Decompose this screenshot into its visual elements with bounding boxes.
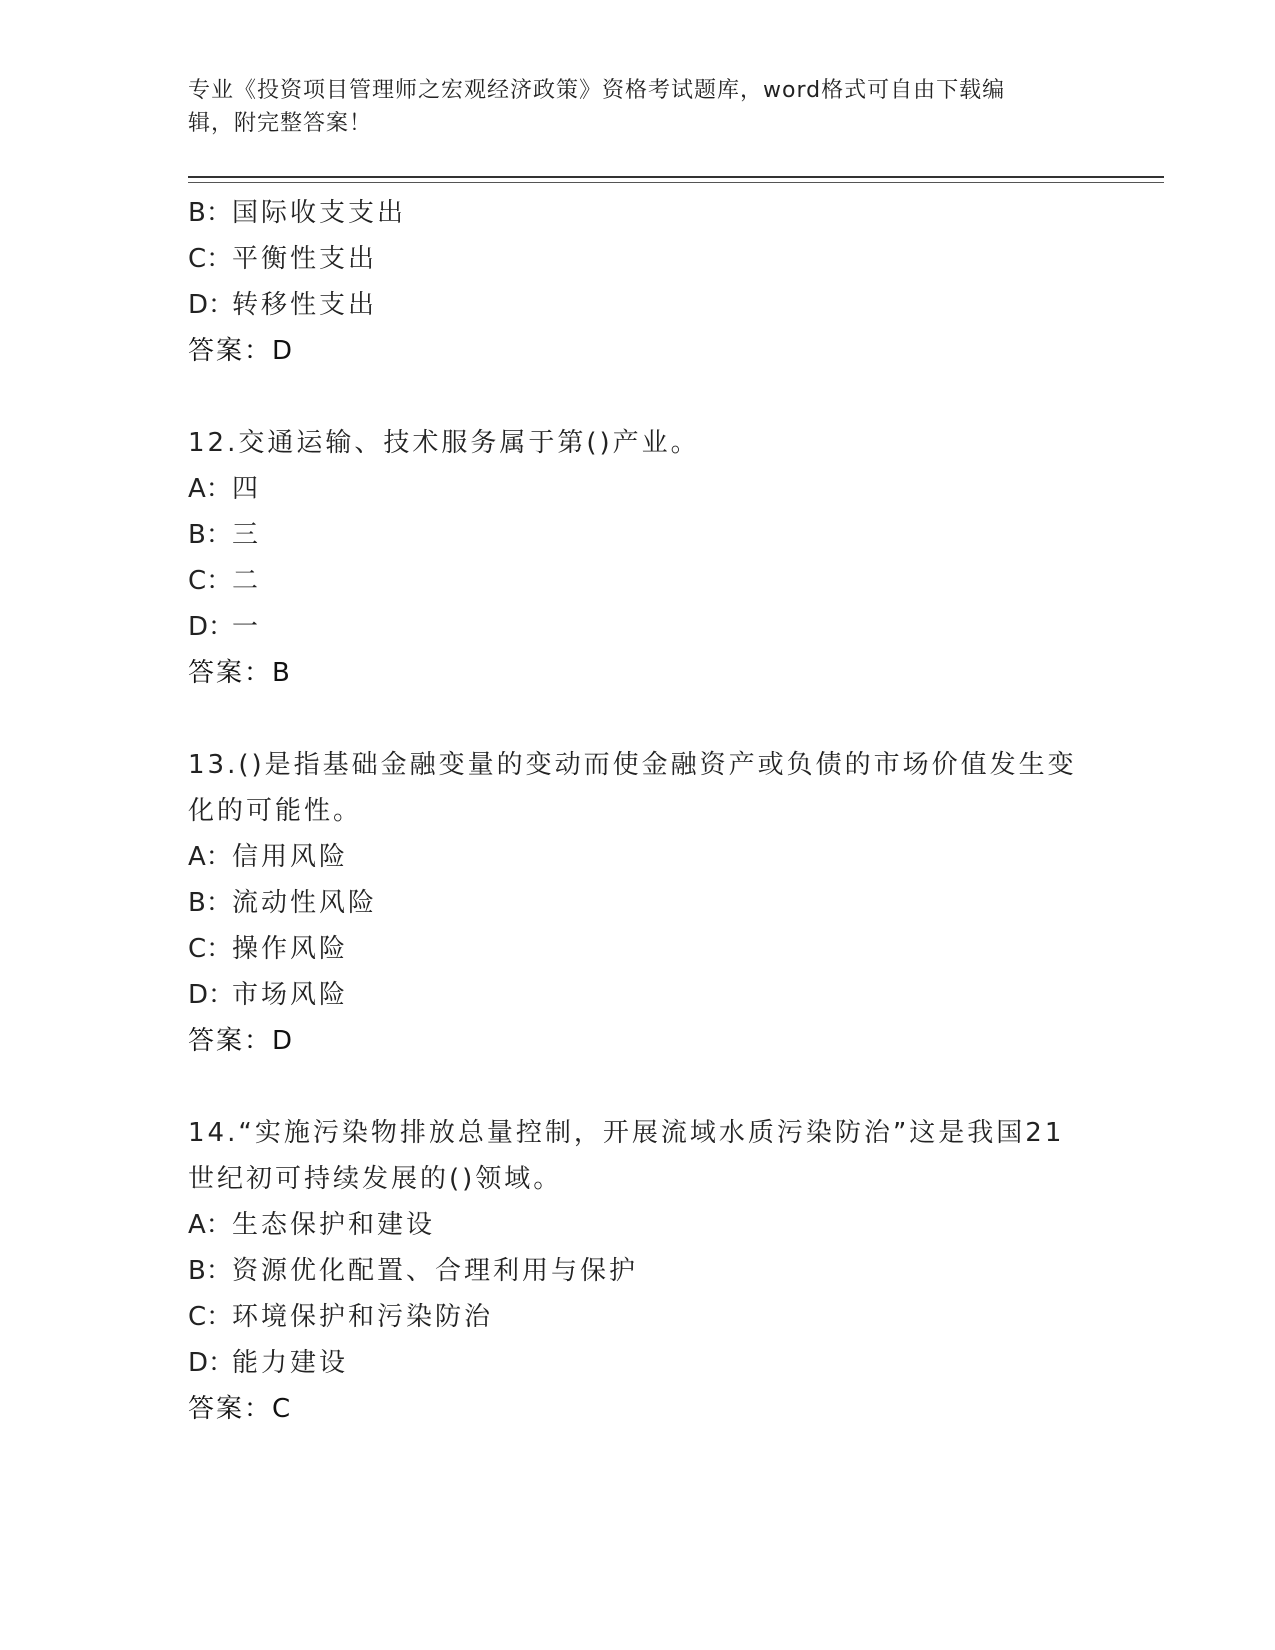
option-letter: D： xyxy=(188,290,235,320)
option-c xyxy=(188,558,1088,604)
question-text-line-1: 13.()是指基础金融变量的变动而使金融资产或负债的市场价值发生变 xyxy=(188,750,1077,780)
option-text: 国际收支支出 xyxy=(232,198,407,228)
option-letter: B： xyxy=(188,888,232,918)
question-text: 12.交通运输、技术服务属于第()产业。 xyxy=(188,428,700,458)
option-d xyxy=(188,1340,1088,1386)
question-11-continued xyxy=(188,190,1088,374)
answer-line: 答案：D xyxy=(188,336,295,366)
option-b xyxy=(188,512,1088,558)
question-text-line-2: 化的可能性。 xyxy=(188,796,363,826)
question-13 xyxy=(188,742,1088,1064)
option-letter: D： xyxy=(188,980,235,1010)
option-text: 流动性风险 xyxy=(232,888,378,918)
option-text: 市场风险 xyxy=(232,980,349,1010)
option-a xyxy=(188,1202,1088,1248)
question-12 xyxy=(188,420,1088,696)
question-text-line-1: 14.“实施污染物排放总量控制，开展流域水质污染防治”这是我国21 xyxy=(188,1118,1065,1148)
option-letter: B： xyxy=(188,520,232,550)
option-d xyxy=(188,604,1088,650)
option-letter: B： xyxy=(188,1256,232,1286)
option-c xyxy=(188,236,1088,282)
question-14 xyxy=(188,1110,1088,1432)
question-text-line-2: 世纪初可持续发展的()领域。 xyxy=(188,1164,563,1194)
option-letter: D： xyxy=(188,1348,235,1378)
option-text: 四 xyxy=(232,474,262,504)
option-text: 平衡性支出 xyxy=(232,244,378,274)
header-divider-thin xyxy=(188,182,1164,183)
answer-line: 答案：B xyxy=(188,658,292,688)
option-letter: C： xyxy=(188,1302,233,1332)
option-letter: A： xyxy=(188,842,232,872)
option-b xyxy=(188,190,1088,236)
option-a xyxy=(188,834,1088,880)
option-letter: B： xyxy=(188,198,232,228)
option-text: 二 xyxy=(232,566,262,596)
answer-line: 答案：D xyxy=(188,1026,295,1056)
option-text: 转移性支出 xyxy=(232,290,378,320)
question-list xyxy=(188,190,1088,1432)
option-d xyxy=(188,282,1088,328)
document-header xyxy=(188,74,1088,140)
answer-line: 答案：C xyxy=(188,1394,293,1424)
option-a xyxy=(188,466,1088,512)
option-text: 一 xyxy=(232,612,262,642)
option-letter: C： xyxy=(188,244,233,274)
option-b xyxy=(188,1248,1088,1294)
option-text: 操作风险 xyxy=(232,934,349,964)
option-text: 环境保护和污染防治 xyxy=(232,1302,494,1332)
option-text: 信用风险 xyxy=(232,842,349,872)
option-text: 能力建设 xyxy=(232,1348,349,1378)
option-text: 三 xyxy=(232,520,262,550)
option-c xyxy=(188,1294,1088,1340)
option-d xyxy=(188,972,1088,1018)
header-line-2: 辑，附完整答案！ xyxy=(188,111,373,136)
option-c xyxy=(188,926,1088,972)
option-letter: D： xyxy=(188,612,235,642)
option-text: 资源优化配置、合理利用与保护 xyxy=(232,1256,639,1286)
header-line-1: 专业《投资项目管理师之宏观经济政策》资格考试题库，word格式可自由下载编 xyxy=(188,78,1006,103)
option-letter: C： xyxy=(188,934,233,964)
option-letter: C： xyxy=(188,566,233,596)
option-b xyxy=(188,880,1088,926)
option-letter: A： xyxy=(188,1210,232,1240)
option-text: 生态保护和建设 xyxy=(232,1210,436,1240)
option-letter: A： xyxy=(188,474,232,504)
header-divider-thick xyxy=(188,176,1164,178)
